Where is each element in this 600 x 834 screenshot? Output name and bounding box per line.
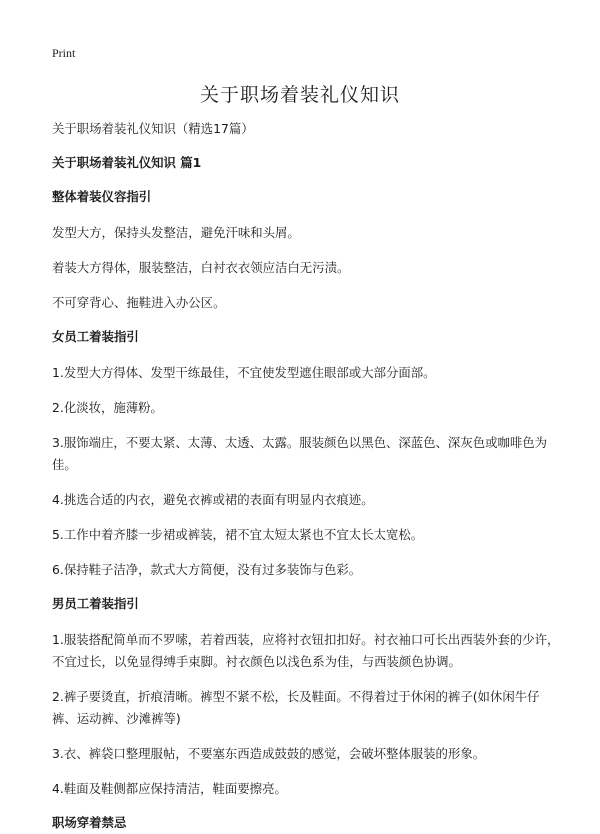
paragraph: 6.保持鞋子洁净，款式大方简便，没有过多装饰与色彩。 xyxy=(52,562,362,577)
paragraph: 不可穿背心、拖鞋进入办公区。 xyxy=(52,295,226,310)
paragraph: 着装大方得体，服装整洁，白衬衣衣领应洁白无污渍。 xyxy=(52,260,350,275)
paragraph: 发型大方，保持头发整洁，避免汗味和头屑。 xyxy=(52,225,300,240)
section-heading-male: 男员工着装指引 xyxy=(52,596,139,611)
paragraph: 3.服饰端庄，不要太紧、太薄、太透、太露。服装颜色以黑色、深蓝色、深灰色或咖啡色为佳。 xyxy=(52,435,548,472)
print-link[interactable]: Print xyxy=(52,46,76,60)
paragraph: 2.化淡妆，施薄粉。 xyxy=(52,400,163,415)
section-heading-female: 女员工着装指引 xyxy=(52,329,139,344)
paragraph: 2.裤子要烫直，折痕清晰。裤型不紧不松，长及鞋面。不得着过于休闲的裤子(如休闲牛仔裤、运动裤、沙滩裤等) xyxy=(52,689,540,726)
section-heading-overall: 整体着装仪容指引 xyxy=(52,189,152,204)
document-title: 关于职场着装礼仪知识 xyxy=(199,84,400,106)
document-body xyxy=(52,118,562,834)
section-title: 关于职场着装礼仪知识 篇1 xyxy=(52,155,202,170)
section-heading-taboo: 职场穿着禁忌 xyxy=(52,815,127,830)
document-subtitle: 关于职场着装礼仪知识（精选17篇） xyxy=(52,121,254,136)
paragraph: 4.挑选合适的内衣，避免衣裤或裙的表面有明显内衣痕迹。 xyxy=(52,492,374,507)
paragraph: 3.衣、裤袋口整理服帖，不要塞东西造成鼓鼓的感觉，会破坏整体服装的形象。 xyxy=(52,746,486,761)
paragraph: 4.鞋面及鞋侧都应保持清洁，鞋面要擦亮。 xyxy=(52,781,287,796)
paragraph: 1.服装搭配简单而不罗嗦，若着西装，应将衬衣钮扣扣好。衬衣袖口可长出西装外套的少许，不宜过长，以免显得缚手束脚。衬衣颜色以浅色系为佳，与西装颜色协调。 xyxy=(52,632,560,669)
paragraph: 1.发型大方得体、发型干练最佳，不宜使发型遮住眼部或大部分面部。 xyxy=(52,365,436,380)
paragraph: 5.工作中着齐膝一步裙或裤装，裙不宜太短太紧也不宜太长太宽松。 xyxy=(52,527,424,542)
